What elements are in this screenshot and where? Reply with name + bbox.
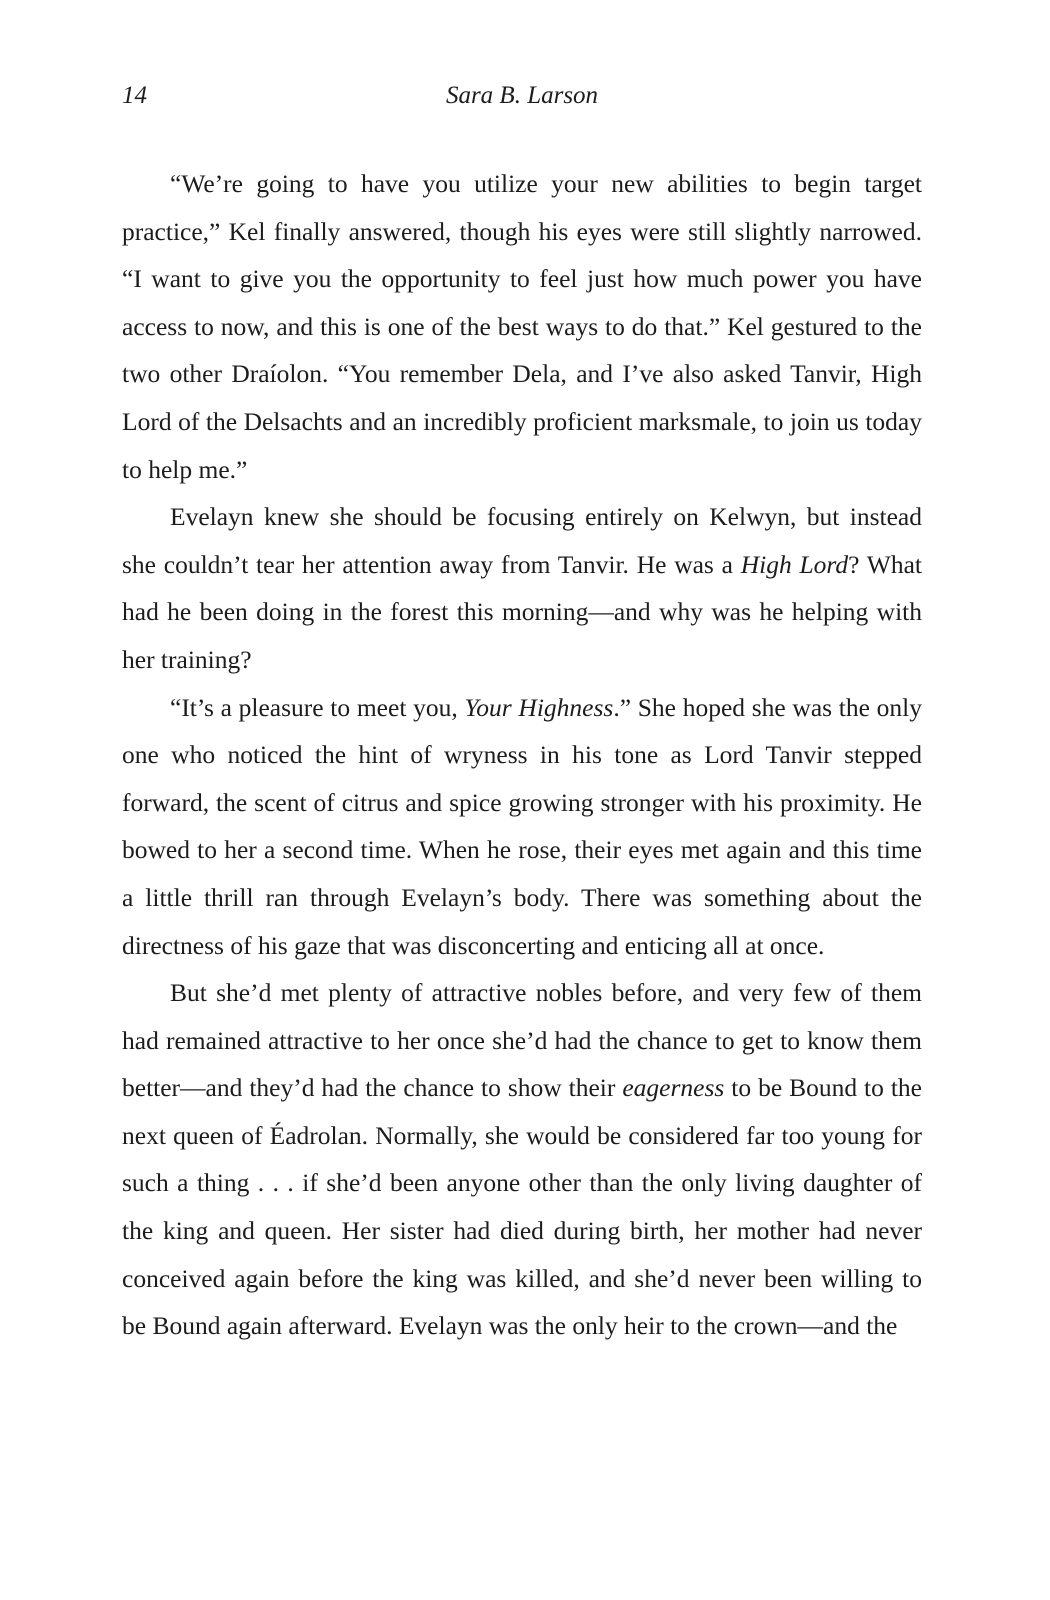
body-text (122, 160, 922, 1350)
text-run: to be Bound to the next queen of Éadrolan. Normally, she would be considered far too young for such a thing . . . if she’d been anyone other than the only living daughter of the king and queen. Her sister had died during birth, her mother had never conceived again before the king was killed, and she’d never been willing to be Bound again afterward. Evelayn was the only heir to the crown—and the (122, 1073, 923, 1341)
running-head: Sara B. Larson (445, 82, 599, 109)
text-run: ? What had he been doing in the forest this morning—and why was he helping with her training? (122, 549, 922, 674)
italic-text: High Lord (740, 549, 849, 579)
italic-text: eagerness (622, 1073, 725, 1103)
page-header (122, 76, 922, 116)
italic-text: Your Highness (464, 692, 614, 722)
paragraph (122, 493, 922, 683)
paragraph (122, 969, 922, 1350)
text-run: But she’d met plenty of attractive nobles before, and very few of them had remained attractive to her once she’d had the chance to get to know them better—and they’d had the chance to show their (122, 978, 922, 1103)
page-number: 14 (122, 82, 147, 109)
text-run: “It’s a pleasure to meet you, (170, 692, 465, 722)
text-run: .” She hoped she was the only one who noticed the hint of wryness in his tone as Lord Tanvir stepped forward, the scent of citrus and spice growing stronger with his proximity. He bowed to her a second time. When he rose, their eyes met again and this time a little thrill ran through Evelayn’s body. There was something about the directness of his gaze that was disconcerting and enticing all at once. (122, 692, 922, 960)
paragraph (122, 684, 922, 970)
text-run: “We’re going to have you utilize your new abilities to begin target practice,” Kel finally answered, though his eyes were still slightly narrowed. “I want to give you the opportunity to feel just how much power you have access to now, and this is one of the best ways to do that.” Kel gestured to the two other Draíolon. “You remember Dela, and I’ve also asked Tanvir, High Lord of the Delsachts and an incredibly proficient marksmale, to join us today to help me.” (122, 169, 922, 484)
paragraph (122, 160, 922, 493)
text-run: Evelayn knew she should be focusing entirely on Kelwyn, but instead she couldn’t tear her attention away from Tanvir. He was a (122, 502, 922, 579)
